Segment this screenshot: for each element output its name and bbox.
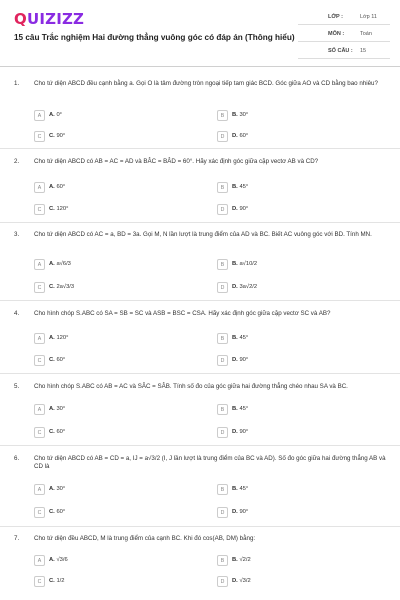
option-d[interactable]: D D. 60° bbox=[217, 131, 377, 142]
option-b[interactable]: B B. a√10/2 bbox=[217, 259, 377, 270]
option-value: 45° bbox=[239, 335, 249, 341]
option-value: 45° bbox=[239, 406, 249, 412]
option-letter-box: C bbox=[34, 576, 45, 587]
question-number: 6. bbox=[14, 455, 20, 462]
question-text: Cho tứ diện ABCD đều cạnh bằng a. Gọi O là tâm đường tròn ngoại tiếp tam giác BCD. Góc giữa AO và CD bằng bao nhiêu? bbox=[34, 80, 378, 87]
option-b[interactable]: B B. 45° bbox=[217, 404, 377, 415]
option-letter-box: C bbox=[34, 355, 45, 366]
option-value: 90° bbox=[239, 429, 249, 435]
question-text: Cho hình chóp S.ABC có AB = AC và SÂC = SÂB. Tính số đo của góc giữa hai đường thẳng chéo nhau SA và BC. bbox=[34, 383, 348, 390]
option-c[interactable]: C C. 60° bbox=[34, 355, 194, 366]
option-value: 45° bbox=[239, 486, 249, 492]
option-letter-box: B bbox=[217, 259, 228, 270]
option-letter-box: C bbox=[34, 282, 45, 293]
option-value: 30° bbox=[239, 112, 249, 118]
option-letter-box: A bbox=[34, 110, 45, 121]
option-letter-box: D bbox=[217, 355, 228, 366]
option-value: 30° bbox=[56, 486, 66, 492]
question-number: 7. bbox=[14, 535, 20, 542]
option-value: 90° bbox=[239, 206, 249, 212]
option-value: √3/6 bbox=[56, 557, 68, 563]
option-letter-box: A bbox=[34, 484, 45, 495]
meta-grade-value: Lớp 11 bbox=[360, 14, 377, 20]
meta-subject bbox=[298, 29, 390, 42]
question-text: Cho tứ diện đều ABCD, M là trung điểm của cạnh BC. Khi đó cos(AB, DM) bằng: bbox=[34, 535, 256, 542]
option-letter-box: B bbox=[217, 404, 228, 415]
question-number: 4. bbox=[14, 310, 20, 317]
option-a[interactable]: A A. a√6/3 bbox=[34, 259, 194, 270]
option-letter-box: B bbox=[217, 182, 228, 193]
question-divider bbox=[0, 373, 400, 374]
question-number: 1. bbox=[14, 80, 20, 87]
option-value: a√6/3 bbox=[56, 261, 71, 267]
option-value: 3a√2/2 bbox=[239, 284, 258, 290]
question-text: Cho hình chóp S.ABC có SA = SB = SC và ASB = BSC = CSA. Hãy xác định góc giữa cặp vectơ SC và AB? bbox=[34, 310, 331, 317]
option-letter-box: A bbox=[34, 333, 45, 344]
option-c[interactable]: C C. 60° bbox=[34, 427, 194, 438]
option-letter-box: C bbox=[34, 427, 45, 438]
option-value: 60° bbox=[56, 184, 66, 190]
question-divider bbox=[0, 526, 400, 527]
option-letter-box: B bbox=[217, 484, 228, 495]
quizizz-logo: QUIZIZZ bbox=[14, 10, 85, 28]
option-letter-box: D bbox=[217, 427, 228, 438]
option-letter-box: A bbox=[34, 182, 45, 193]
option-value: 60° bbox=[239, 133, 249, 139]
option-value: 0° bbox=[56, 112, 62, 118]
option-letter-box: A bbox=[34, 404, 45, 415]
question-text: Cho tứ diện ABCD có AB = AC = AD và BÂC = BÂD = 60°. Hãy xác định góc giữa cặp vectơ AB và CD? bbox=[34, 158, 319, 165]
document-title: 15 câu Trắc nghiệm Hai đường thẳng vuông góc có đáp án (Thông hiểu) bbox=[14, 33, 295, 42]
question-divider bbox=[0, 222, 400, 223]
option-value: 60° bbox=[56, 429, 66, 435]
option-value: 1/2 bbox=[56, 578, 65, 584]
option-b[interactable]: B B. 45° bbox=[217, 333, 377, 344]
header-divider bbox=[0, 66, 400, 67]
question-divider bbox=[0, 300, 400, 301]
option-c[interactable]: C C. 2a√3/3 bbox=[34, 282, 194, 293]
option-letter-box: D bbox=[217, 282, 228, 293]
option-letter-box: D bbox=[217, 507, 228, 518]
option-letter-box: B bbox=[217, 110, 228, 121]
option-c[interactable]: C C. 120° bbox=[34, 204, 194, 215]
question-divider bbox=[0, 445, 400, 446]
option-letter-box: A bbox=[34, 259, 45, 270]
option-b[interactable]: B B. √2/2 bbox=[217, 555, 377, 566]
option-b[interactable]: B B. 45° bbox=[217, 484, 377, 495]
option-value: √3/2 bbox=[239, 578, 251, 584]
question-text: Cho tứ diện ABCD có AB = CD = a, IJ = a√3/2 (I, J lần lượt là trung điểm của BC và AD). Số đo góc giữa hai đường thẳng AB và CD là bbox=[34, 455, 386, 471]
document-meta bbox=[298, 12, 390, 63]
option-a[interactable]: A A. 0° bbox=[34, 110, 194, 121]
question-text: Cho tứ diện ABCD có AC = a, BD = 3a. Gọi M, N lần lượt là trung điểm của AD và BC. Biết AC vuông góc với BD. Tính MN. bbox=[34, 231, 372, 238]
option-d[interactable]: D D. 3a√2/2 bbox=[217, 282, 377, 293]
option-letter-box: D bbox=[217, 131, 228, 142]
option-d[interactable]: D D. 90° bbox=[217, 204, 377, 215]
meta-grade-label: LỚP : bbox=[328, 14, 343, 20]
option-a[interactable]: A A. 30° bbox=[34, 404, 194, 415]
option-value: 120° bbox=[56, 206, 69, 212]
option-letter-box: D bbox=[217, 204, 228, 215]
meta-question-count bbox=[298, 46, 390, 59]
option-value: 60° bbox=[56, 509, 66, 515]
option-d[interactable]: D D. √3/2 bbox=[217, 576, 377, 587]
option-value: 90° bbox=[239, 509, 249, 515]
option-letter-box: C bbox=[34, 507, 45, 518]
option-b[interactable]: B B. 45° bbox=[217, 182, 377, 193]
option-a[interactable]: A A. √3/6 bbox=[34, 555, 194, 566]
option-value: 60° bbox=[56, 357, 66, 363]
meta-count-value: 15 bbox=[360, 48, 367, 54]
meta-subject-value: Toán bbox=[360, 31, 372, 37]
document-header bbox=[0, 0, 400, 62]
option-value: 120° bbox=[56, 335, 69, 341]
option-value: 90° bbox=[239, 357, 249, 363]
option-a[interactable]: A A. 60° bbox=[34, 182, 194, 193]
question-divider bbox=[0, 148, 400, 149]
option-a[interactable]: A A. 120° bbox=[34, 333, 194, 344]
option-a[interactable]: A A. 30° bbox=[34, 484, 194, 495]
question-number: 5. bbox=[14, 383, 20, 390]
option-c[interactable]: C C. 1/2 bbox=[34, 576, 194, 587]
meta-subject-label: MÔN : bbox=[328, 31, 345, 37]
option-letter-box: C bbox=[34, 204, 45, 215]
option-d[interactable]: D D. 90° bbox=[217, 507, 377, 518]
option-value: √2/2 bbox=[239, 557, 251, 563]
option-value: a√10/2 bbox=[239, 261, 258, 267]
option-value: 30° bbox=[56, 406, 66, 412]
option-d[interactable]: D D. 90° bbox=[217, 355, 377, 366]
option-b[interactable]: B B. 30° bbox=[217, 110, 377, 121]
option-value: 90° bbox=[56, 133, 66, 139]
option-d[interactable]: D D. 90° bbox=[217, 427, 377, 438]
option-letter-box: C bbox=[34, 131, 45, 142]
meta-count-label: SỐ CÂU : bbox=[328, 48, 353, 54]
option-c[interactable]: C C. 90° bbox=[34, 131, 194, 142]
option-value: 45° bbox=[239, 184, 249, 190]
option-c[interactable]: C C. 60° bbox=[34, 507, 194, 518]
question-number: 3. bbox=[14, 231, 20, 238]
meta-grade bbox=[298, 12, 390, 25]
option-letter-box: A bbox=[34, 555, 45, 566]
option-letter-box: D bbox=[217, 576, 228, 587]
question-number: 2. bbox=[14, 158, 20, 165]
option-letter-box: B bbox=[217, 333, 228, 344]
option-letter-box: B bbox=[217, 555, 228, 566]
option-value: 2a√3/3 bbox=[56, 284, 75, 290]
